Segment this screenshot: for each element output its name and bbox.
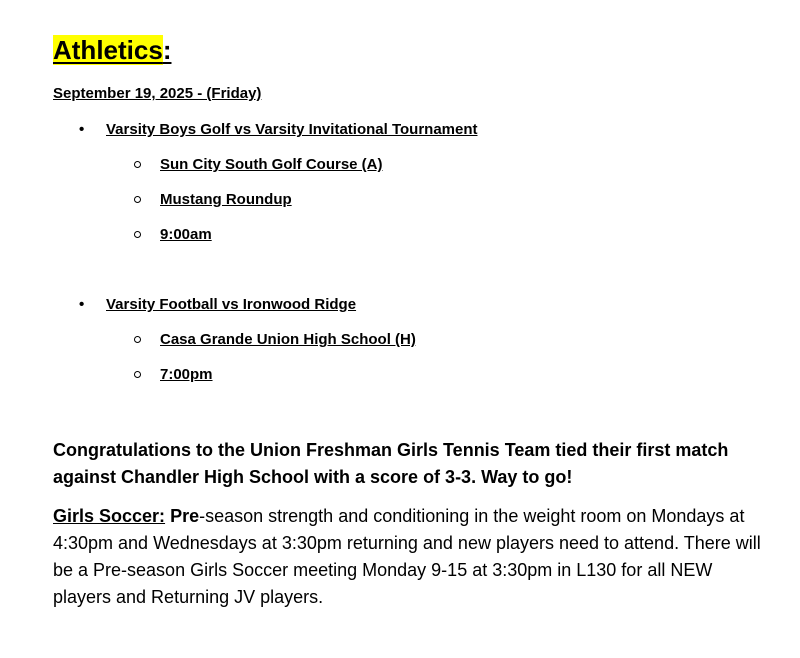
soccer-body: -season strength and conditioning in the weight room on Mondays at 4:30pm and Wednesdays at 3:30pm returning and new players need to attend. There will be a Pre-season Girls Soccer meeting Monday 9-15 at 3:30pm in L130 for all NEW players and Returning JV players. bbox=[53, 506, 761, 607]
event-detail-text: Sun City South Golf Course (A) bbox=[160, 156, 383, 173]
event-detail-text: 9:00am bbox=[160, 226, 212, 243]
heading-title: Athletics bbox=[53, 35, 163, 65]
circle-bullet-icon bbox=[134, 161, 141, 168]
event-detail-text: Mustang Roundup bbox=[160, 191, 292, 208]
section-heading bbox=[53, 34, 171, 66]
heading-colon: : bbox=[162, 35, 172, 65]
event-detail-text: Casa Grande Union High School (H) bbox=[160, 331, 416, 348]
event-date: September 19, 2025 - (Friday) bbox=[53, 85, 262, 102]
congrats-paragraph: Congratulations to the Union Freshman Girls Tennis Team tied their first match against Chandler High School with a score of 3-3. Way to go! bbox=[53, 440, 729, 487]
event-title: Varsity Boys Golf vs Varsity Invitational Tournament bbox=[106, 121, 478, 138]
soccer-paragraph bbox=[53, 503, 765, 611]
circle-bullet-icon bbox=[134, 196, 141, 203]
event-title: Varsity Football vs Ironwood Ridge bbox=[106, 296, 357, 313]
circle-bullet-icon bbox=[134, 231, 141, 238]
soccer-label: Girls Soccer: bbox=[53, 506, 166, 526]
soccer-lead: Pre bbox=[170, 506, 200, 526]
bullet-icon: • bbox=[79, 296, 85, 313]
event-detail-text: 7:00pm bbox=[160, 366, 213, 383]
circle-bullet-icon bbox=[134, 371, 141, 378]
bullet-icon: • bbox=[79, 121, 85, 138]
circle-bullet-icon bbox=[134, 336, 141, 343]
